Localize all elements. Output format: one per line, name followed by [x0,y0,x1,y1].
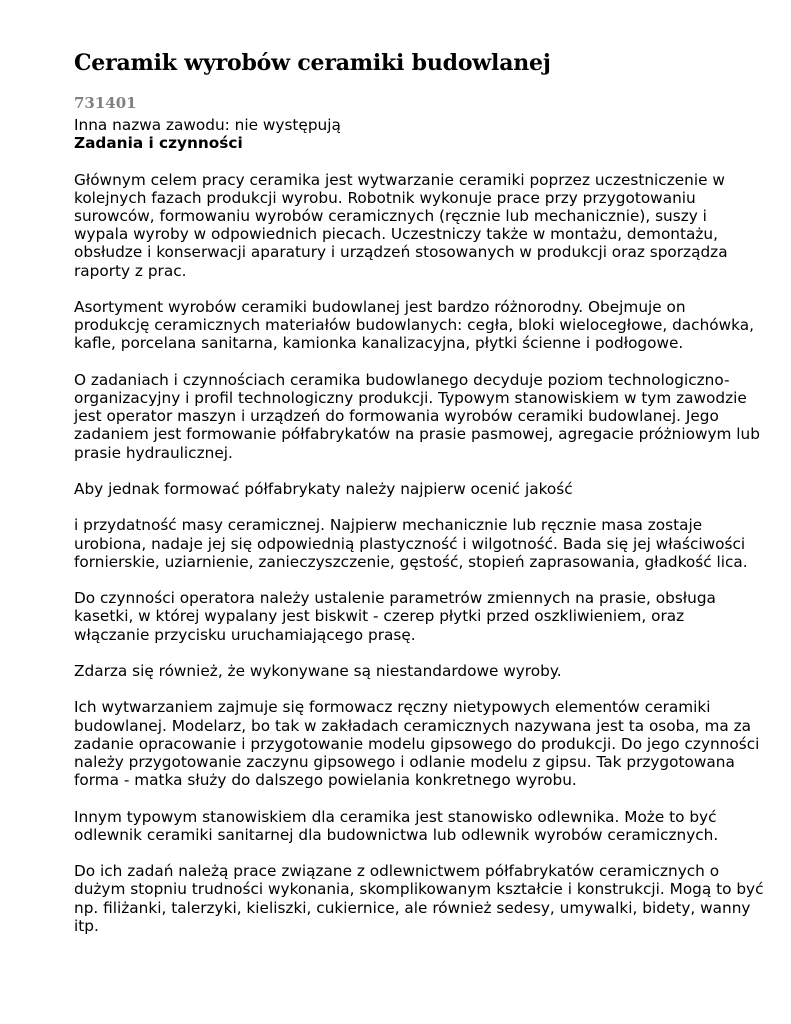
paragraph-1: Głównym celem pracy ceramika jest wytwarzanie ceramiki poprzez uczestniczenie w kolejnych fazach produkcji wyrobu. Robotnik wykonuje prace przy przygotowaniu surowców, formowaniu wyrobów ceramicznych (ręcznie lub mechanicznie), suszy i wypala wyroby w odpowiednich piecach. Uczestniczy także w montażu, demontażu, obsłudze i konserwacji aparatury i urządzeń stosowanych w produkcji oraz sporządza raporty z prac. [74,170,728,280]
document-page [74,48,764,935]
alternative-name: Inna nazwa zawodu: nie występują [74,116,341,134]
paragraph-10: Do ich zadań należą prace związane z odlewnictwem półfabrykatów ceramicznych o dużym stopniu trudności wykonania, skomplikowanym kształcie i konstrukcji. Mogą to być np. filiżanki, talerzyki, kieliszki, cukiernice, ale również sedesy, umywalki, bidety, wanny itp. [74,862,764,935]
page-title: Ceramik wyrobów ceramiki budowlanej [74,50,551,76]
paragraph-7: Zdarza się również, że wykonywane są niestandardowe wyroby. [74,661,562,680]
paragraph-3: O zadaniach i czynnościach ceramika budowlanego decyduje poziom technologiczno-organizacyjny i profil technologiczny produkcji. Typowym stanowiskiem w tym zawodzie jest operator maszyn i urządzeń do formowania wyrobów ceramiki budowlanej. Jego zadaniem jest formowanie półfabrykatów na prasie pasmowej, agregacie próżniowym lub prasie hydraulicznej. [74,370,760,462]
paragraph-5: i przydatność masy ceramicznej. Najpierw mechanicznie lub ręcznie masa zostaje urobiona, nadaje jej się odpowiednią plastyczność i wilgotność. Bada się jej właściwości fornierskie, uziarnienie, zanieczyszczenie, gęstość, stopień zaprasowania, gładkość lica. [74,516,748,571]
paragraph-8: Ich wytwarzaniem zajmuje się formowacz ręczny nietypowych elementów ceramiki budowlanej. Modelarz, bo tak w zakładach ceramicznych nazywana jest ta osoba, ma za zadanie opracowanie i przygotowanie modelu gipsowego do produkcji. Do jego czynności należy przygotowanie zaczynu gipsowego i odlanie modelu z gipsu. Tak przygotowana forma - matka służy do dalszego powielania konkretnego wyrobu. [74,698,760,790]
occupation-code: 731401 [74,94,137,112]
paragraph-6: Do czynności operatora należy ustalenie parametrów zmiennych na prasie, obsługa kasetki, w której wypalany jest biskwit - czerep płytki przed oszkliwieniem, oraz włączanie przycisku uruchamiającego prasę. [74,589,716,644]
paragraph-2: Asortyment wyrobów ceramiki budowlanej jest bardzo różnorodny. Obejmuje on produkcję ceramicznych materiałów budowlanych: cegła, bloki wielocegłowe, dachówka, kafle, porcelana sanitarna, kamionka kanalizacyjna, płytki ścienne i podłogowe. [74,298,754,353]
paragraph-4: Aby jednak formować półfabrykaty należy najpierw ocenić jakość [74,480,573,498]
section-heading: Zadania i czynności [74,134,243,153]
paragraph-9: Innym typowym stanowiskiem dla ceramika jest stanowisko odlewnika. Może to być odlewnik ceramiki sanitarnej dla budownictwa lub odlewnik wyrobów ceramicznych. [74,807,719,844]
body-content [74,171,764,935]
